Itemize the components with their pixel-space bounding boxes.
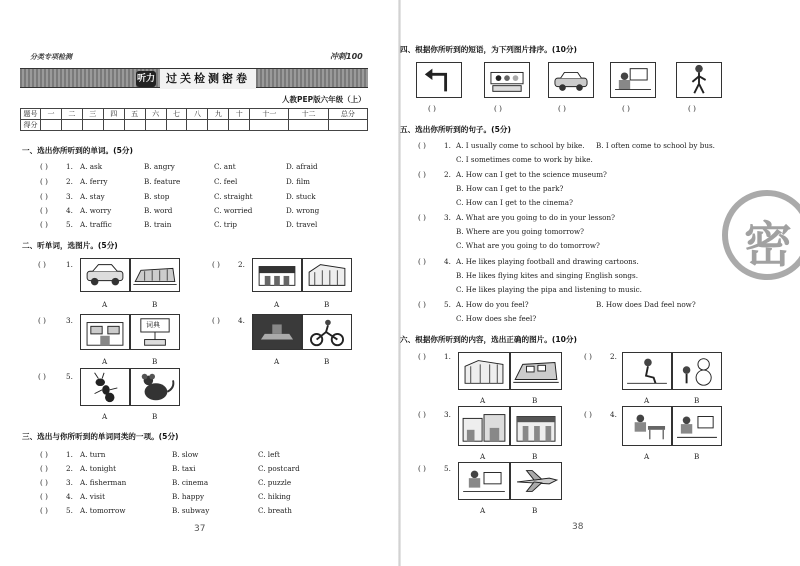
walking-man-picture[interactable] xyxy=(676,62,722,98)
section5-title: 五、选出你所听到的句子。(5分) xyxy=(400,125,511,134)
title-banner xyxy=(20,68,368,88)
option: B. word xyxy=(144,206,173,215)
question-number: 3. xyxy=(66,192,73,201)
option-label: A xyxy=(480,452,486,461)
answer-blank[interactable]: ( ) xyxy=(38,316,46,325)
option: A. turn xyxy=(80,450,106,459)
option-label: B xyxy=(694,452,700,461)
answer-blank[interactable]: ( ) xyxy=(40,177,48,186)
edition-label: 人教PEP版六年级（上） xyxy=(282,95,366,104)
person-at-computer-picture[interactable] xyxy=(672,406,722,446)
train-picture[interactable] xyxy=(510,352,562,390)
question-number: 3. xyxy=(66,478,73,487)
museum-picture[interactable] xyxy=(302,258,352,292)
answer-blank[interactable]: ( ) xyxy=(40,506,48,515)
question-number: 5. xyxy=(444,464,451,473)
score-cell[interactable] xyxy=(124,120,145,131)
answer-blank[interactable]: ( ) xyxy=(40,162,48,171)
score-col: 总分 xyxy=(328,109,367,120)
option-label: A xyxy=(102,300,108,309)
question-number: 3. xyxy=(444,410,451,419)
option-label: A xyxy=(644,396,650,405)
stamp-character: 密 xyxy=(744,217,793,273)
answer-blank[interactable]: ( ) xyxy=(40,450,48,459)
score-cell[interactable] xyxy=(145,120,166,131)
question-number: 1. xyxy=(444,141,451,150)
option-label: B xyxy=(324,357,330,366)
option-label: B xyxy=(532,452,538,461)
score-cell[interactable] xyxy=(328,120,367,131)
question-number: 4. xyxy=(610,410,617,419)
bookshop-picture[interactable] xyxy=(80,314,130,350)
listening-badge: 听力 xyxy=(136,71,156,87)
answer-blank[interactable]: ( ) xyxy=(418,300,426,309)
option: B. train xyxy=(144,220,172,229)
question-number: 2. xyxy=(66,464,73,473)
option-label: B xyxy=(694,396,700,405)
answer-blank[interactable]: ( ) xyxy=(40,492,48,501)
mouse-picture[interactable] xyxy=(130,368,180,406)
ant-picture[interactable] xyxy=(80,368,130,406)
order-blank[interactable]: ( ) xyxy=(688,104,696,113)
sentence-option: A. How can I get to the science museum? xyxy=(456,170,607,179)
building-picture[interactable] xyxy=(458,352,510,390)
option: A. visit xyxy=(80,492,105,501)
section1-title: 一、选出你所听到的单词。(5分) xyxy=(22,146,133,155)
page-number-right: 38 xyxy=(572,522,584,532)
answer-blank[interactable]: ( ) xyxy=(212,260,220,269)
page-number-left: 37 xyxy=(194,524,206,534)
brand-label: 冲刺100 xyxy=(330,52,363,61)
sentence-option: B. How can I get to the park? xyxy=(456,184,564,193)
sentence-option: C. How can I get to the cinema? xyxy=(456,198,573,207)
option: D. stuck xyxy=(286,192,316,201)
answer-blank[interactable]: ( ) xyxy=(418,257,426,266)
option-label: A xyxy=(480,396,486,405)
answer-blank[interactable]: ( ) xyxy=(418,213,426,222)
option: A. fisherman xyxy=(80,478,127,487)
score-col: 十 xyxy=(229,109,250,120)
option-label: B xyxy=(324,300,330,309)
question-number: 1. xyxy=(444,352,451,361)
shops-picture[interactable] xyxy=(458,406,510,446)
option: C. left xyxy=(258,450,280,459)
motorbike-picture[interactable] xyxy=(302,314,352,350)
score-table xyxy=(20,108,368,131)
answer-blank[interactable]: ( ) xyxy=(38,372,46,381)
answer-blank[interactable]: ( ) xyxy=(40,478,48,487)
car-picture[interactable] xyxy=(548,62,594,98)
score-col: 七 xyxy=(166,109,187,120)
score-col: 四 xyxy=(103,109,124,120)
answer-blank[interactable]: ( ) xyxy=(418,352,426,361)
sentence-option: A. How do you feel? xyxy=(456,300,529,309)
train-picture[interactable] xyxy=(130,258,180,292)
sentence-option: B. He likes flying kites and singing English songs. xyxy=(456,271,639,280)
score-col: 三 xyxy=(82,109,103,120)
ship-photo-picture[interactable] xyxy=(252,314,302,350)
score-cell[interactable] xyxy=(61,120,82,131)
answer-blank[interactable]: ( ) xyxy=(418,464,426,473)
score-cell[interactable] xyxy=(229,120,250,131)
answer-blank[interactable]: ( ) xyxy=(38,260,46,269)
option-label: A xyxy=(644,452,650,461)
answer-blank[interactable]: ( ) xyxy=(418,141,426,150)
answer-blank[interactable]: ( ) xyxy=(418,170,426,179)
option: C. straight xyxy=(214,192,253,201)
option: A. tonight xyxy=(80,464,117,473)
question-number: 4. xyxy=(238,316,245,325)
score-col: 十一 xyxy=(250,109,289,120)
score-cell[interactable] xyxy=(41,120,62,131)
option-label: B xyxy=(532,506,538,515)
option-label: A xyxy=(274,357,280,366)
score-col: 五 xyxy=(124,109,145,120)
option-label: B xyxy=(152,412,158,421)
question-number: 4. xyxy=(66,206,73,215)
score-cell[interactable] xyxy=(289,120,328,131)
score-col: 二 xyxy=(61,109,82,120)
option-label: A xyxy=(102,412,108,421)
option-label: B xyxy=(152,300,158,309)
option: B. angry xyxy=(144,162,175,171)
sentence-option: C. He likes playing the pipa and listening to music. xyxy=(456,285,642,294)
section4-title: 四、根据你所听到的短语，为下列图片排序。(10分) xyxy=(400,45,577,54)
option: C. worried xyxy=(214,206,253,215)
question-number: 5. xyxy=(66,220,73,229)
score-col: 十二 xyxy=(289,109,328,120)
order-blank[interactable]: ( ) xyxy=(428,104,436,113)
score-cell[interactable] xyxy=(103,120,124,131)
sign-text: 词典 xyxy=(146,321,160,329)
question-number: 5. xyxy=(66,506,73,515)
option: D. wrong xyxy=(286,206,320,215)
sentence-option: C. What are you going to do tomorrow? xyxy=(456,241,600,250)
score-cell[interactable] xyxy=(166,120,187,131)
sentence-option: B. How does Dad feel now? xyxy=(596,300,696,309)
traffic-lights-picture[interactable] xyxy=(484,62,530,98)
option: A. ferry xyxy=(80,177,108,186)
sitting-boy-picture[interactable] xyxy=(622,352,672,390)
series-label: 分类专项检测 xyxy=(30,53,72,61)
question-number: 2. xyxy=(238,260,245,269)
airplane-picture[interactable] xyxy=(510,462,562,500)
score-col: 一 xyxy=(41,109,62,120)
option: C. postcard xyxy=(258,464,300,473)
score-cell[interactable] xyxy=(187,120,208,131)
option: B. cinema xyxy=(172,478,209,487)
order-blank[interactable]: ( ) xyxy=(622,104,630,113)
score-col: 八 xyxy=(187,109,208,120)
option: A. traffic xyxy=(80,220,112,229)
question-number: 1. xyxy=(66,162,73,171)
score-cell[interactable] xyxy=(82,120,103,131)
sentence-option: C. How does she feel? xyxy=(456,314,537,323)
question-number: 2. xyxy=(610,352,617,361)
score-cell[interactable] xyxy=(208,120,229,131)
answer-blank[interactable]: ( ) xyxy=(40,206,48,215)
score-col: 六 xyxy=(145,109,166,120)
option: C. breath xyxy=(258,506,292,515)
page-title: 过关检测密卷 xyxy=(160,69,256,89)
option-label: A xyxy=(274,300,280,309)
option: C. ant xyxy=(214,162,236,171)
order-blank[interactable]: ( ) xyxy=(558,104,566,113)
option: A. worry xyxy=(80,206,112,215)
option-label: B xyxy=(152,357,158,366)
answer-blank[interactable]: ( ) xyxy=(40,192,48,201)
answer-blank[interactable]: ( ) xyxy=(418,410,426,419)
option: B. taxi xyxy=(172,464,196,473)
option: C. hiking xyxy=(258,492,291,501)
option: B. slow xyxy=(172,450,199,459)
answer-blank[interactable]: ( ) xyxy=(212,316,220,325)
question-number: 3. xyxy=(444,213,451,222)
option-label: A xyxy=(480,506,486,515)
question-number: 2. xyxy=(66,177,73,186)
question-number: 5. xyxy=(444,300,451,309)
option: A. tomorrow xyxy=(80,506,126,515)
section3-title: 三、选出与你所听到的单词同类的一项。(5分) xyxy=(22,432,179,441)
answer-blank[interactable]: ( ) xyxy=(584,410,592,419)
sentence-option: B. Where are you going tomorrow? xyxy=(456,227,584,236)
option: D. afraid xyxy=(286,162,318,171)
question-number: 1. xyxy=(66,260,73,269)
sentence-option: A. What are you going to do in your lesson? xyxy=(456,213,615,222)
question-number: 4. xyxy=(66,492,73,501)
sentence-option: C. I sometimes come to work by bike. xyxy=(456,155,593,164)
question-number: 3. xyxy=(66,316,73,325)
option: B. feature xyxy=(144,177,181,186)
question-number: 5. xyxy=(66,372,73,381)
option: B. subway xyxy=(172,506,210,515)
snowman-picture[interactable] xyxy=(672,352,722,390)
option-label: A xyxy=(102,357,108,366)
question-number: 1. xyxy=(66,450,73,459)
sentence-option: A. I usually come to school by bike. xyxy=(456,141,585,150)
order-blank[interactable]: ( ) xyxy=(494,104,502,113)
sentence-option: B. I often come to school by bus. xyxy=(596,141,715,150)
answer-blank[interactable]: ( ) xyxy=(40,220,48,229)
answer-blank[interactable]: ( ) xyxy=(40,464,48,473)
secret-stamp xyxy=(722,190,800,280)
score-col: 九 xyxy=(208,109,229,120)
option: A. ask xyxy=(80,162,103,171)
person-studying-picture[interactable] xyxy=(622,406,672,446)
option: C. feel xyxy=(214,177,238,186)
score-cell[interactable] xyxy=(250,120,289,131)
option: B. happy xyxy=(172,492,205,501)
cinema-picture[interactable] xyxy=(252,258,302,292)
question-number: 4. xyxy=(444,257,451,266)
shopping-center-picture[interactable] xyxy=(510,406,562,446)
option: C. puzzle xyxy=(258,478,292,487)
score-table-row-label: 题号 xyxy=(21,109,41,120)
right-page xyxy=(400,0,800,566)
option: D. travel xyxy=(286,220,318,229)
office-worker-picture[interactable] xyxy=(458,462,510,500)
turn-left-sign-picture[interactable] xyxy=(416,62,462,98)
taxi-picture[interactable] xyxy=(80,258,130,292)
option: A. stay xyxy=(80,192,105,201)
studying-picture[interactable] xyxy=(610,62,656,98)
question-number: 2. xyxy=(444,170,451,179)
option: B. stop xyxy=(144,192,170,201)
option: C. trip xyxy=(214,220,238,229)
option-label: B xyxy=(532,396,538,405)
option: D. film xyxy=(286,177,310,186)
section6-title: 六、根据你所听到的内容，选出正确的图片。(10分) xyxy=(400,335,577,344)
score-table-row-label: 得分 xyxy=(21,120,41,131)
answer-blank[interactable]: ( ) xyxy=(584,352,592,361)
sentence-option: A. He likes playing football and drawing cartoons. xyxy=(456,257,639,266)
section2-title: 二、听单词，选图片。(5分) xyxy=(22,241,118,250)
